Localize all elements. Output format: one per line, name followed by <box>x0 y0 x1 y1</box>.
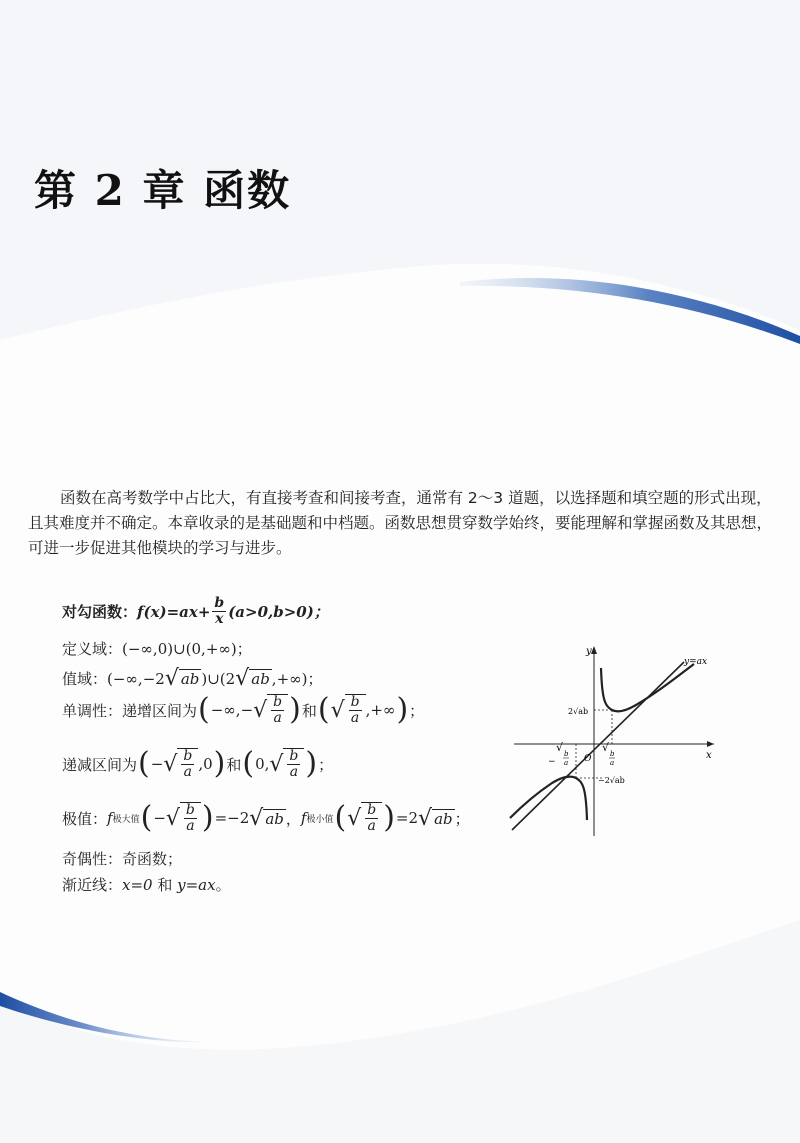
x-axis-arrow <box>707 741 714 747</box>
range-label: 值域： <box>62 670 108 688</box>
period: 。 <box>215 876 231 894</box>
interval-part: −∞,− <box>210 701 254 719</box>
y-min-label: −2√ab <box>598 776 625 785</box>
x-neg-frac-b: b <box>564 750 569 758</box>
interval-part: ,0 <box>198 755 213 773</box>
decrease-label: 递减区间为 <box>62 755 138 774</box>
function-graph <box>508 640 720 840</box>
max-subscript: 极大值 <box>112 814 140 825</box>
extreme-line: 极值： f 极大值 ( − √ $\frac{b}{a}$ ) =−2 √ ab ， f 极小值 ( √ $\frac{b}{a}$ ) =2 √ ab ； <box>62 800 470 835</box>
fraction-denominator: a <box>273 710 282 726</box>
fraction-numerator: b <box>185 802 195 818</box>
range-line <box>62 666 322 691</box>
x-pos-frac-a: a <box>610 759 615 767</box>
range-part: )∪(2 <box>201 669 236 688</box>
y-axis-label: y <box>586 646 592 657</box>
min-subscript: 极小值 <box>306 814 334 825</box>
line-label: y=ax <box>684 657 708 667</box>
svg-text:√: √ <box>556 741 564 754</box>
fraction-denominator: a <box>186 818 195 834</box>
and-word: 和 <box>301 701 317 720</box>
origin-label: O <box>584 754 592 764</box>
sqrt-b-over-a: √ $\frac{b}{a}$ <box>166 802 201 834</box>
range-part: (−∞,−2 <box>107 669 165 688</box>
x-pos-frac-b: b <box>610 750 615 758</box>
f-symbol: f <box>107 809 113 827</box>
interval-part: ,+∞ <box>365 701 396 719</box>
extreme-label: 极值： <box>62 809 108 828</box>
range-part: ,+∞)； <box>271 670 323 688</box>
minus-sign: − <box>150 755 164 773</box>
intro-paragraph: 函数在高考数学中占比大，有直接考查和间接考查，通常有 2～3 道题，以选择题和填空题的形式出现，且其难度并不确定。本章收录的是基础题和中档题。函数思想贯穿数学始终，要能理解和掌握函数及其思想，可进一步促进其他模块的学习与进步。 <box>28 489 773 557</box>
domain-value: (−∞,0)∪(0,+∞)； <box>122 640 252 658</box>
fraction-denominator: a <box>350 710 360 726</box>
and-word: 和 <box>226 755 242 774</box>
fraction-denominator: a <box>367 818 376 834</box>
domain-label: 定义域： <box>62 640 123 658</box>
curve-left-branch <box>510 777 587 820</box>
sqrt-body: ab <box>251 670 270 688</box>
x-axis-label: x <box>706 750 712 761</box>
sqrt-body: ab <box>434 809 453 828</box>
asymptote-x0: x=0 <box>122 875 153 894</box>
min-value: =2 <box>395 809 419 827</box>
asymptote-line <box>62 874 231 895</box>
asymptote-label: 渐近线： <box>62 876 123 894</box>
chapter-title: 第 2 章 函数 <box>34 166 292 215</box>
x-neg-frac-a: a <box>564 759 569 767</box>
sqrt-body: ab <box>265 809 284 828</box>
semicolon: ； <box>454 809 470 828</box>
curve-right-branch <box>601 664 694 711</box>
fraction-numerator: b <box>367 802 377 818</box>
sqrt-ab: √ ab <box>418 805 453 831</box>
sqrt-b-over-a: √ $\frac{b}{a}$ <box>269 748 304 780</box>
sqrt-b-over-a: √ $\frac{b}{a}$ <box>253 694 288 726</box>
fraction-denominator: a <box>183 764 192 780</box>
f-symbol: f <box>300 809 307 827</box>
sqrt-b-over-a: √ $\frac{b}{a}$ <box>347 802 382 834</box>
sqrt-ab: √ ab <box>249 805 284 831</box>
parity-line <box>62 848 182 869</box>
sqrt-body: ab <box>180 670 200 688</box>
x-neg-minus: − <box>548 757 556 767</box>
asymptote-line-yax <box>512 662 684 830</box>
sqrt-b-over-a: √ $\frac{b}{a}$ <box>331 694 366 726</box>
interval-part: 0, <box>255 755 270 773</box>
definition-fraction <box>212 596 226 627</box>
y-axis-arrow <box>591 646 597 654</box>
parity-label: 奇偶性：奇函数； <box>62 850 183 868</box>
svg-text:√: √ <box>602 741 610 754</box>
fraction-numerator: b <box>350 694 360 710</box>
and-word: 和 <box>152 876 178 894</box>
definition-condition: (a>0,b>0)； <box>228 603 329 621</box>
sqrt-b-over-a: √ $\frac{b}{a}$ <box>163 748 198 780</box>
semicolon: ； <box>318 755 334 774</box>
fraction-numerator: b <box>183 748 193 764</box>
y-max-label: 2√ab <box>568 707 589 716</box>
comma: ， <box>285 809 301 828</box>
max-value: =−2 <box>214 809 250 827</box>
domain-line <box>62 638 252 659</box>
monotonic-increase-line: 单调性：递增区间为 ( −∞,− √ $\frac{b}{a}$ ) 和 ( √ $\frac{b}{a}$ ,+∞ ) ； <box>62 692 425 727</box>
semicolon: ； <box>409 701 425 720</box>
fraction-numerator: b <box>289 748 299 764</box>
minus-sign: − <box>153 809 166 827</box>
sqrt-ab: √ ab <box>164 666 200 691</box>
fraction-denominator: x <box>215 611 224 627</box>
definition-line <box>62 596 329 627</box>
fraction-denominator: a <box>289 764 299 780</box>
sqrt-ab: √ ab <box>235 666 270 691</box>
definition-formula: f(x)=ax+ <box>137 602 211 621</box>
fraction-numerator: b <box>214 595 225 611</box>
fraction-numerator: b <box>273 694 283 710</box>
definition-label: 对勾函数： <box>62 603 138 621</box>
monotonic-decrease-line: 递减区间为 ( − √ $\frac{b}{a}$ ,0 ) 和 ( 0, √ $\frac{b}{a}$ ) ； <box>62 746 334 781</box>
monotonic-label: 单调性：递增区间为 <box>62 701 198 720</box>
asymptote-yax: y=ax <box>177 875 216 894</box>
